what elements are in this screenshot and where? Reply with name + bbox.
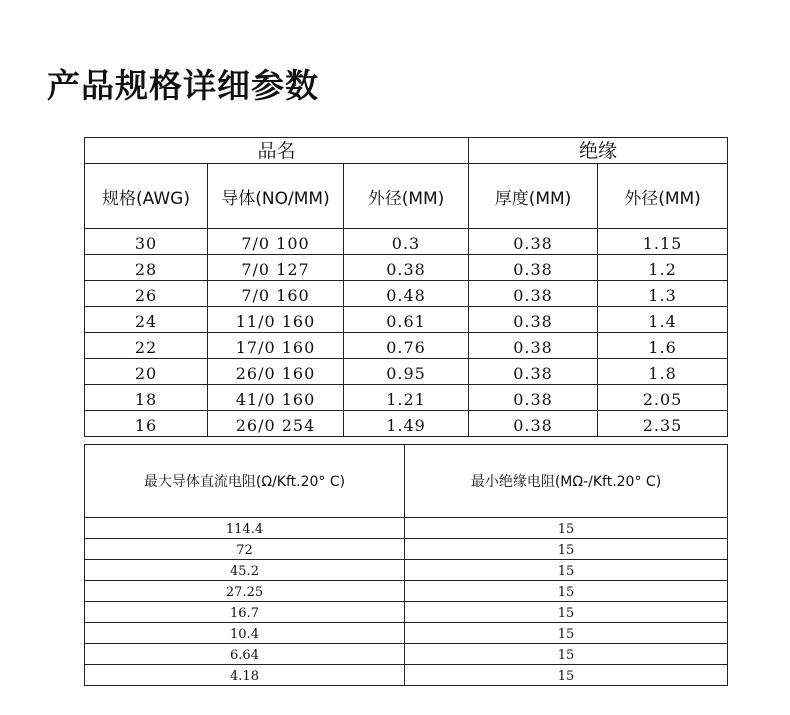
insulation-od-cell: 2.05	[598, 385, 728, 411]
conductor-od-cell: 1.21	[344, 385, 469, 411]
insulation-od-cell: 2.35	[598, 411, 728, 437]
awg-cell: 16	[85, 411, 208, 437]
insulation-od-cell: 1.4	[598, 307, 728, 333]
conductor-od-cell: 1.49	[344, 411, 469, 437]
header-max-dc-resistance: 最大导体直流电阻(Ω/Kft.20° C)	[85, 445, 405, 518]
insulation-od-cell: 1.2	[598, 255, 728, 281]
awg-cell: 18	[85, 385, 208, 411]
min-insulation-resistance-cell: 15	[405, 602, 728, 623]
conductor-od-cell: 0.48	[344, 281, 469, 307]
min-insulation-resistance-cell: 15	[405, 644, 728, 665]
table-row	[85, 623, 728, 644]
awg-cell: 22	[85, 333, 208, 359]
header-conductor: 导体(NO/MM)	[208, 164, 344, 229]
conductor-cell: 11/0 160	[208, 307, 344, 333]
awg-cell: 28	[85, 255, 208, 281]
min-insulation-resistance-cell: 15	[405, 539, 728, 560]
table-row	[85, 281, 728, 307]
conductor-od-cell: 0.76	[344, 333, 469, 359]
spec-table	[84, 137, 728, 437]
resistance-header-row	[85, 445, 728, 518]
resistance-table	[84, 444, 728, 686]
table-row	[85, 560, 728, 581]
conductor-cell: 26/0 160	[208, 359, 344, 385]
conductor-od-cell: 0.3	[344, 229, 469, 255]
table-row	[85, 411, 728, 437]
awg-cell: 30	[85, 229, 208, 255]
header-thickness: 厚度(MM)	[469, 164, 598, 229]
conductor-cell: 7/0 100	[208, 229, 344, 255]
conductor-cell: 41/0 160	[208, 385, 344, 411]
table-row	[85, 539, 728, 560]
max-dc-resistance-cell: 4.18	[85, 665, 405, 686]
header-awg: 规格(AWG)	[85, 164, 208, 229]
max-dc-resistance-cell: 114.4	[85, 518, 405, 539]
table-row	[85, 581, 728, 602]
conductor-cell: 26/0 254	[208, 411, 344, 437]
awg-cell: 24	[85, 307, 208, 333]
min-insulation-resistance-cell: 15	[405, 665, 728, 686]
table-row	[85, 255, 728, 281]
conductor-cell: 7/0 127	[208, 255, 344, 281]
table-row	[85, 359, 728, 385]
max-dc-resistance-cell: 16.7	[85, 602, 405, 623]
thickness-cell: 0.38	[469, 229, 598, 255]
group-insulation-header: 绝缘	[469, 138, 728, 164]
table-row	[85, 229, 728, 255]
min-insulation-resistance-cell: 15	[405, 581, 728, 602]
table-row	[85, 518, 728, 539]
thickness-cell: 0.38	[469, 281, 598, 307]
thickness-cell: 0.38	[469, 333, 598, 359]
thickness-cell: 0.38	[469, 307, 598, 333]
thickness-cell: 0.38	[469, 255, 598, 281]
min-insulation-resistance-cell: 15	[405, 518, 728, 539]
header-conductor-od: 外径(MM)	[344, 164, 469, 229]
table-row	[85, 665, 728, 686]
awg-cell: 26	[85, 281, 208, 307]
max-dc-resistance-cell: 27.25	[85, 581, 405, 602]
conductor-cell: 17/0 160	[208, 333, 344, 359]
table-row	[85, 333, 728, 359]
resistance-table-body	[85, 518, 728, 686]
insulation-od-cell: 1.3	[598, 281, 728, 307]
conductor-od-cell: 0.38	[344, 255, 469, 281]
spec-group-header-row	[85, 138, 728, 164]
thickness-cell: 0.38	[469, 411, 598, 437]
insulation-od-cell: 1.8	[598, 359, 728, 385]
max-dc-resistance-cell: 45.2	[85, 560, 405, 581]
header-insulation-od: 外径(MM)	[598, 164, 728, 229]
max-dc-resistance-cell: 72	[85, 539, 405, 560]
min-insulation-resistance-cell: 15	[405, 560, 728, 581]
spec-table-body	[85, 229, 728, 437]
insulation-od-cell: 1.6	[598, 333, 728, 359]
table-row	[85, 644, 728, 665]
awg-cell: 20	[85, 359, 208, 385]
conductor-od-cell: 0.95	[344, 359, 469, 385]
thickness-cell: 0.38	[469, 359, 598, 385]
spec-header-row	[85, 164, 728, 229]
max-dc-resistance-cell: 6.64	[85, 644, 405, 665]
table-row	[85, 307, 728, 333]
header-min-insulation-resistance: 最小绝缘电阻(MΩ-/Kft.20° C)	[405, 445, 728, 518]
conductor-od-cell: 0.61	[344, 307, 469, 333]
thickness-cell: 0.38	[469, 385, 598, 411]
min-insulation-resistance-cell: 15	[405, 623, 728, 644]
group-name-header: 品名	[85, 138, 469, 164]
table-row	[85, 385, 728, 411]
insulation-od-cell: 1.15	[598, 229, 728, 255]
table-row	[85, 602, 728, 623]
conductor-cell: 7/0 160	[208, 281, 344, 307]
max-dc-resistance-cell: 10.4	[85, 623, 405, 644]
page-title: 产品规格详细参数	[47, 66, 319, 105]
